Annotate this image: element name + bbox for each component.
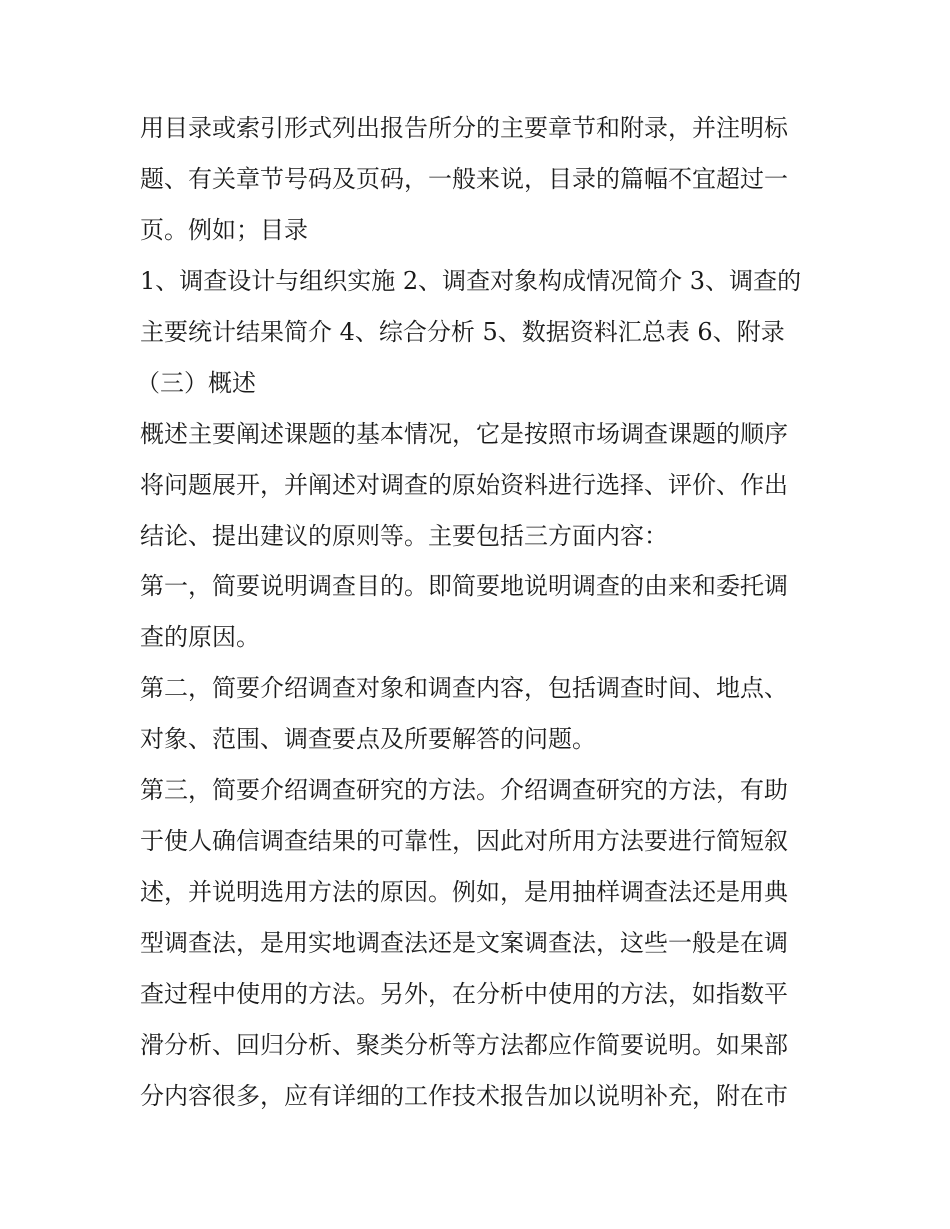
text-line-10: 第一，简要说明调查目的。即简要地说明调查的由来和委托调 xyxy=(140,572,788,600)
text-line-14: 第三，简要介绍调查研究的方法。介绍调查研究的方法，有助 xyxy=(140,776,788,804)
text-line-15: 于使人确信调查结果的可靠性，因此对所用方法要进行简短叙 xyxy=(140,827,788,855)
text-line-20: 分内容很多，应有详细的工作技术报告加以说明补充，附在市 xyxy=(140,1082,788,1110)
text-line-12: 第二，简要介绍调查对象和调查内容，包括调查时间、地点、 xyxy=(140,674,788,702)
text-line-2: 题、有关章节号码及页码，一般来说，目录的篇幅不宜超过一 xyxy=(140,165,788,193)
text-line-18: 查过程中使用的方法。另外，在分析中使用的方法，如指数平 xyxy=(140,980,788,1008)
section-heading-overview: （三）概述 xyxy=(136,369,256,397)
text-line-8: 将问题展开，并阐述对调查的原始资料进行选择、评价、作出 xyxy=(140,471,788,499)
text-line-1: 用目录或索引形式列出报告所分的主要章节和附录，并注明标 xyxy=(140,114,788,142)
text-line-3: 页。例如；目录 xyxy=(140,216,308,244)
text-line-9: 结论、提出建议的原则等。主要包括三方面内容： xyxy=(140,522,668,550)
text-line-4: 1、调查设计与组织实施 2、调查对象构成情况简介 3、调查的 xyxy=(140,267,802,295)
text-line-11: 查的原因。 xyxy=(140,623,260,651)
text-line-17: 型调查法，是用实地调查法还是文案调查法，这些一般是在调 xyxy=(140,929,788,957)
text-line-5: 主要统计结果简介 4、综合分析 5、数据资料汇总表 6、附录 xyxy=(140,318,785,346)
text-line-19: 滑分析、回归分析、聚类分析等方法都应作简要说明。如果部 xyxy=(140,1031,788,1059)
text-line-13: 对象、范围、调查要点及所要解答的问题。 xyxy=(140,725,596,753)
text-line-16: 述，并说明选用方法的原因。例如，是用抽样调查法还是用典 xyxy=(140,878,788,906)
text-line-7: 概述主要阐述课题的基本情况，它是按照市场调查课题的顺序 xyxy=(140,420,788,448)
